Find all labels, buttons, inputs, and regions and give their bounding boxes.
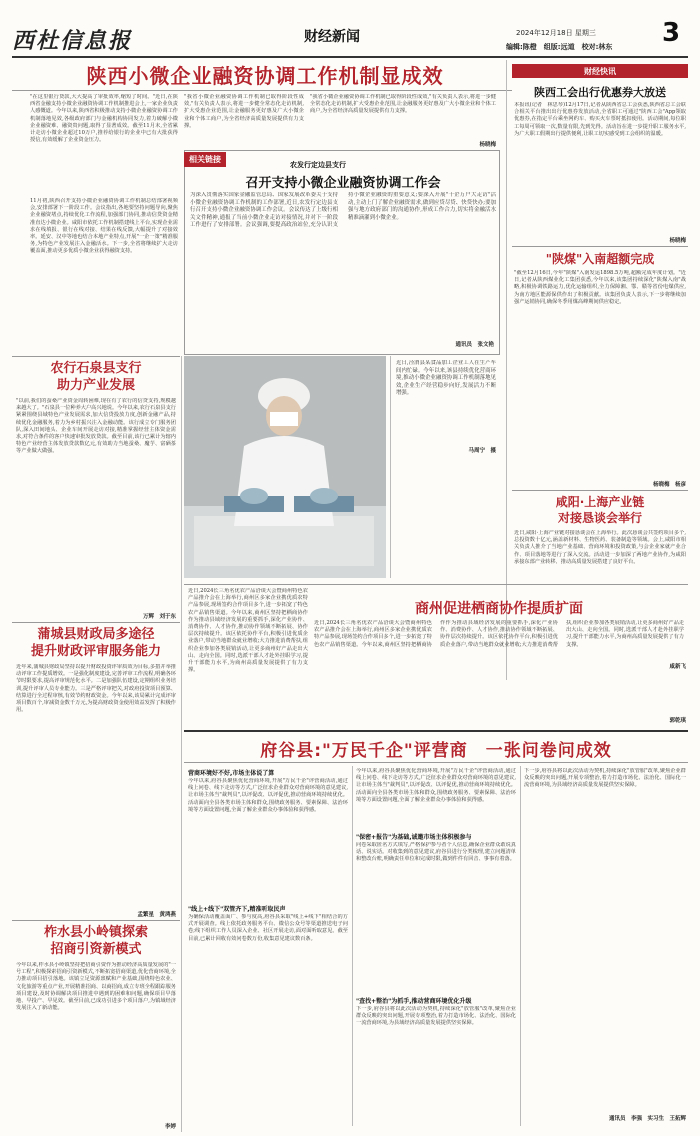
sidebar-kicker: 财经快讯 bbox=[584, 67, 616, 76]
bottom-subhead-1: 营商环境好不好,市场主体说了算 bbox=[188, 770, 275, 777]
bottom-subhead-4: "查找+整治"为抓手,推动营商环境优化升级 bbox=[356, 998, 472, 1005]
issue-date: 2024年12月18日 星期三 bbox=[516, 29, 596, 37]
bottom-byline: 通讯员 李强 实习生 王拓辉 bbox=[608, 1116, 686, 1122]
left-story-3-body: 今年以来,柞水县小岭镇坚持把招商引资作为推动经济高质量发展的"一号工程",积极探索招商引资新模式,不断拓宽招商渠道,优化营商环境,全力推动项目招引落地。该镇立足资源禀赋和产业基础,围绕特色农业、文化旅游等重点产业,开展精准招商、以商招商,成立专班全程跟踪服务项目建设,及时协调解决项目推进中遇到的困难和问题,确保项目早落地、早投产、早见效。截至目前,已成功引进多个项目落户,为镇域经济发展注入了新动能。 bbox=[16, 962, 176, 1012]
sidebar-top-byline: 杨晓梅 bbox=[669, 238, 686, 244]
sidebar-mid-body: "截至12月16日,今年"陕煤"入南发运1898.5万吨,超额完成年度计划。"近日,记者从陕西煤业化工集团获悉,今年以来,该集团持续深化"陕煤入南"战略,积极协调铁路运力,优化运输组织,全力保障湘、鄂、赣等省份电煤供应,为南方地区能源保供作出了积极贡献。该集团负责人表示,下一步将继续加强产运销协同,确保冬季用煤高峰期间供应稳定。 bbox=[514, 270, 686, 305]
lead-body-1: "在这里银行贷款,大大提高了审批效率,缩短了时间。"近日,在陕西省金融支持小微企业融资协调工作机制推进会上,一家企业负责人感慨道。今年以来,陕西省积极推动支持小微企业融资协调工作机制落地见效,各级政府部门与金融机构协同发力,着力破解小微企业融资难、融资贵问题,取得了显著成效。截至11月末,全省累计走访小微企业超过10万户,推荐给银行的企业中已有大批获得授信,有效缓解了企业资金压力。 bbox=[30, 94, 178, 144]
left-story-2-byline: 孟繁星 黄鸿燕 bbox=[137, 912, 176, 918]
bottom-body-1: 今年以来,府谷县聚焦优化营商环境,开展"万民千企"评营商活动,通过线上问卷、线下走访等方式,广泛征求企业群众对营商环境的意见建议,让市场主体当"裁判员",以评促改、以评促优,推动营商环境持续优化。活动面向全县各类市场主体和群众,围绕政务服务、要素保障、法治环境等方面设置问题,全面了解企业群众办事体验和获得感。 bbox=[188, 778, 348, 813]
left-story-2-body: 近年来,蒲城县财政局坚持以提升财政投资评审质效为目标,多措并举推动评审工作提质增效。一是强化制度建设,完善评审工作流程,明确各环节时限要求,提高评审规范化水平。二是加强队伍建设,定期组织业务培训,提升评审人员专业能力。三是严格评审把关,对政府投资项目预算、结算进行全过程审核,有效节约财政资金。今年以来,该局累计完成评审项目数百个,审减资金数千万元,为提高财政资金使用效益发挥了积极作用。 bbox=[16, 664, 176, 714]
sidebar-top-body: 本报讯(记者 林思琴)12月17日,记者从陕西省总工会获悉,陕西省总工会联合相关平台推出出行优惠券发放活动,全省职工可通过"陕西工会"App领取优惠券,在指定平台乘坐网约车、购买火车票时抵扣使用。活动期间,每位职工每周可领取一次,数量有限,先到先得。活动旨在进一步提升职工服务水平,为广大职工假期出行提供便利,让职工切实感受到工会组织的温暖。 bbox=[514, 102, 686, 137]
left-story-3-byline: 李婷 bbox=[164, 1124, 176, 1130]
left-story-1-byline: 万辉 刘于东 bbox=[142, 614, 176, 620]
lead-body-3b: "我省小微企业融资协调工作机制已取得阶段性成效,"有关负责人表示,将进一步健全常态化走访机制,扩大受惠企业范围,让金融服务更好惠及广大小微企业和个体工商户,为全省经济高质量发展提供有力支撑。 bbox=[310, 94, 496, 115]
related-tag: 相关链接 bbox=[184, 152, 226, 167]
factory-photo bbox=[184, 356, 386, 578]
commerce-body-1: 近日,2024长三角名优农产品洽谈大会暨商州特色农产品推介会在上海举行,商州区多家企业携优质农特产品参展,现场签约合作项目多个,进一步拓宽了特色农产品销售渠道。今年以来,商州区坚持把栖商协作作为推动县域经济发展的重要抓手,深化产业协作、消费协作、人才协作,推动协作领域不断拓展、协作层次持续提升。该区依托协作平台,积极引进优质企业落户,带动当地群众就业增收;大力推进消费帮扶,组织企业参加各类展销活动,让更多商州好产品走出大山、走向全国。同时,选派干部人才赴外挂职学习,提升干部能力水平,为商州高质量发展提供了有力支撑。 bbox=[188, 588, 308, 674]
sidebar-low-headline: 咸阳·上海产业链 对接恳谈会举行 bbox=[555, 495, 645, 525]
lead-body-2: 11月初,陕西召开支持小微企业融资协调工作机制总结部署视频会,安排部署下一阶段工作。会议指出,各地要坚持问题导向,聚焦企业融资堵点,持续优化工作流程,加强部门协同,推动信贷资金精准直达小微企业。咸阳市依托工作机制搭建线上平台,实现企业需求在线填报、银行在线对接、结果在线反馈,大幅提升了对接效率。延安、汉中等地也结合本地产业特点,开展"一企一策"精准服务,为特色产业发展注入金融活水。下一步,全省将继续扩大走访覆盖面,推动更多优质小微企业获得融资支持。 bbox=[30, 198, 178, 255]
sidebar-low-body: 近日,咸阳·上海产业链对接恳谈会在上海举行。此次恳谈会共签约项目多个,总投资数十亿元,涵盖新材料、生物医药、装备制造等领域。会上,咸阳市相关负责人推介了当地产业基础、营商环境和投资政策,与会企业家就产业合作、项目落地等进行了深入交流。活动进一步加深了两地产业协作,为咸阳承接东部产业转移、推动高质量发展搭建了良好平台。 bbox=[514, 530, 686, 565]
sidebar-mid-headline: "陕煤"入南超额完成 bbox=[545, 252, 655, 266]
lead-byline: 杨晓梅 bbox=[479, 142, 496, 148]
section-title: 财经新闻 bbox=[304, 29, 360, 45]
bottom-headline: 府谷县:"万民千企"评营商 一张问卷问成效 bbox=[260, 741, 612, 761]
left-story-3-headline: 柞水县小岭镇探索 招商引资新模式 bbox=[43, 925, 148, 957]
left-story-1-body: "以前,我们的蚕桑产业资金周转困难,现在有了农行的信贷支持,规模越来越大了。"石泉县一位种养大户高兴地说。今年以来,农行石泉县支行紧紧围绕县域特色产业发展需求,加大信贷投放力度,创新金融产品,持续优化金融服务,着力为乡村振兴注入金融动能。该行成立专门服务团队,深入田间地头、企业车间开展走访对接,精准掌握经营主体资金需求,对符合条件的客户快速审批发放贷款。截至目前,该行已累计为辖内特色产业经营主体发放贷款数亿元,有效助力当地蚕桑、魔芋、富硒茶等产业做大做强。 bbox=[16, 398, 176, 455]
lead-headline: 陕西小微企业融资协调工作机制显成效 bbox=[86, 64, 444, 88]
related-byline: 通讯员 张文艳 bbox=[455, 342, 494, 348]
left-story-2-headline: 蒲城县财政局多途径 提升财政评审服务能力 bbox=[30, 627, 161, 659]
sidebar-low-byline: 咸新飞 bbox=[669, 664, 686, 670]
lead-body-3: "我省小微企业融资协调工作机制已取得阶段性成效,"有关负责人表示,将进一步健全常态化走访机制,扩大受惠企业范围,让金融服务更好惠及广大小微企业和个体工商户,为全省经济高质量发展提供有力支撑。 bbox=[184, 94, 304, 129]
sidebar-mid-byline: 杨晓梅 杨彦 bbox=[652, 482, 686, 488]
photo-caption: 近日,泾渭县某食品加工企业工人在生产车间内忙碌。今年以来,该县持续优化营商环境,推动小微企业融资协调工作机制落地见效,企业生产经营稳步向好,发展活力不断增强。 bbox=[396, 360, 496, 397]
editors-line: 编辑:陈橙 组版:远道 校对:林东 bbox=[506, 43, 613, 51]
bottom-subhead-2: "线上+线下"双管齐下,精准听取民声 bbox=[188, 906, 286, 913]
commerce-byline: 郭乾琪 bbox=[669, 718, 686, 724]
left-story-1-headline: 农行石泉县支行 助力产业发展 bbox=[50, 361, 142, 393]
bottom-body-4b: 下一步,府谷县将以此次活动为契机,持续深化"放管服"改革,聚焦企业群众反映的突出问题,开展专项整治,着力打造市场化、法治化、国际化一流营商环境,为县域经济高质量发展提供坚实保障。 bbox=[524, 768, 686, 789]
page-number: 3 bbox=[662, 18, 681, 48]
related-kicker: 农发行定边县支行 bbox=[290, 161, 346, 169]
photo-byline: 马周宁 摄 bbox=[468, 448, 496, 454]
related-body: 为深入贯彻落实国家金融监管总局、国家发展改革委关于支持小微企业融资协调工作机制的工作部署,近日,农发行定边县支行召开支持小微企业融资协调工作会议。会议传达了上级行相关文件精神,通报了当前小微企业走访对接情况,并对下一阶段工作进行了安排部署。会议强调,要提高政治站位,充分认识支持小微企业融资的重要意义;要深入开展"千企万户大走访"活动,主动上门了解企业融资需求,做到应贷尽贷、快贷快办;要加强与地方政府部门的沟通协作,形成工作合力,切实将金融活水精准滴灌到小微企业。 bbox=[190, 192, 496, 229]
bottom-body-2: 为确保活动覆盖面广、参与度高,府谷县采取"线上+线下"相结合的方式开展调查。线上依托政务服务平台、微信公众号等渠道推送电子问卷;线下组织工作人员深入企业、社区开展走访,面对面听取意见。截至目前,已累计回收有效问卷数万份,收集意见建议数百条。 bbox=[188, 914, 348, 942]
bottom-body-1b: 今年以来,府谷县聚焦优化营商环境,开展"万民千企"评营商活动,通过线上问卷、线下走访等方式,广泛征求企业群众对营商环境的意见建议,让市场主体当"裁判员",以评促改、以评促优,推动营商环境持续优化。活动面向全县各类市场主体和群众,围绕政务服务、要素保障、法治环境等方面设置问题,全面了解企业群众办事体验和获得感。 bbox=[356, 768, 516, 803]
newspaper-logo: 西杜信息报 bbox=[12, 29, 133, 54]
related-headline: 召开支持小微企业融资协调工作会 bbox=[245, 176, 441, 191]
commerce-headline: 商州促进栖商协作提质扩面 bbox=[415, 601, 583, 617]
sidebar-top-headline: 陕西工会出行优惠券大放送 bbox=[534, 86, 666, 99]
bottom-body-4: 下一步,府谷县将以此次活动为契机,持续深化"放管服"改革,聚焦企业群众反映的突出问题,开展专项整治,着力打造市场化、法治化、国际化一流营商环境,为县域经济高质量发展提供坚实保障。 bbox=[356, 1006, 516, 1027]
commerce-body-2: 近日,2024长三角名优农产品洽谈大会暨商州特色农产品推介会在上海举行,商州区多家企业携优质农特产品参展,现场签约合作项目多个,进一步拓宽了特色农产品销售渠道。今年以来,商州区坚持把栖商协作作为推动县域经济发展的重要抓手,深化产业协作、消费协作、人才协作,推动协作领域不断拓展、协作层次持续提升。该区依托协作平台,积极引进优质企业落户,带动当地群众就业增收;大力推进消费帮扶,组织企业参加各类展销活动,让更多商州好产品走出大山、走向全国。同时,选派干部人才赴外挂职学习,提升干部能力水平,为商州高质量发展提供了有力支撑。 bbox=[314, 620, 684, 648]
bottom-body-3: 问卷采取匿名方式填写,严格保护参与者个人信息,确保企业群众敢说真话、说实话。对收集到的意见建议,府谷县进行分类梳理,建立问题清单和整改台账,明确责任单位和完成时限,做到件件有回音、事事有着落。 bbox=[356, 842, 516, 863]
bottom-subhead-3: "保密+报告"为基础,诚邀市场主体积极参与 bbox=[356, 834, 472, 841]
